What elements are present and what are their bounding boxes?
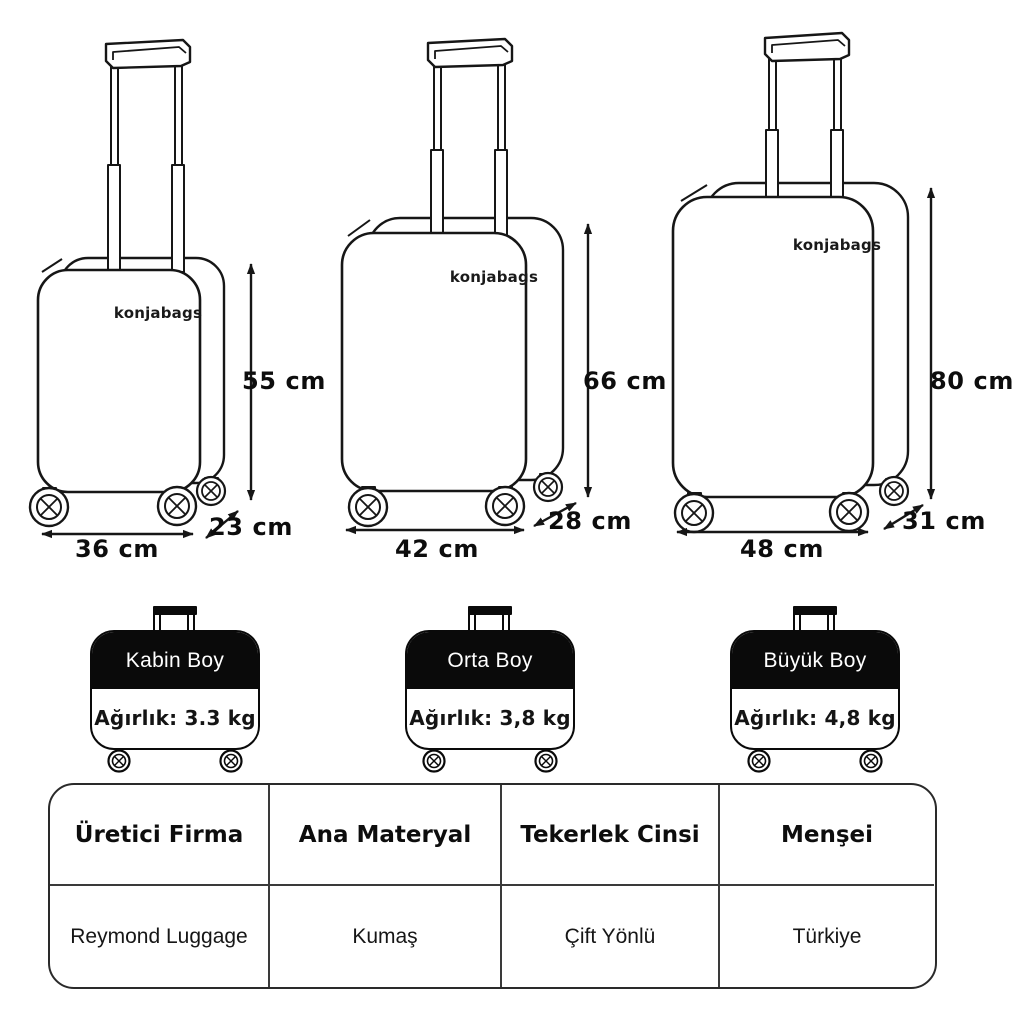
size-card-medium — [405, 604, 575, 784]
card-size-band — [732, 632, 898, 689]
medium-back-wheel-icon — [534, 473, 562, 501]
medium-depth-label: 28 cm — [548, 507, 632, 535]
card-weight-band — [732, 689, 898, 747]
weight-label: Ağırlık: 3.3 kg — [94, 706, 256, 730]
card-body — [730, 630, 900, 750]
large-front-right-wheel-icon — [830, 493, 868, 531]
weight-label: Ağırlık: 4,8 kg — [734, 706, 896, 730]
card-weight-band — [92, 689, 258, 747]
spec-value-origin: Türkiye — [718, 886, 934, 987]
large-back-wheel-icon — [880, 477, 908, 505]
card-body — [405, 630, 575, 750]
spec-value-material: Kumaş — [268, 886, 500, 987]
large-depth-label: 31 cm — [902, 507, 986, 535]
wheel-icon — [106, 748, 132, 774]
spec-value-wheel-type: Çift Yönlü — [500, 886, 718, 987]
cabin-width-label: 36 cm — [75, 535, 159, 563]
brand-logo-large: konjabags — [792, 236, 882, 254]
medium-front-right-wheel-icon — [486, 487, 524, 525]
spec-header-wheel-type: Tekerlek Cinsi — [500, 785, 718, 886]
medium-width-label: 42 cm — [395, 535, 479, 563]
cabin-depth-label: 23 cm — [209, 513, 293, 541]
large-handle-grip — [765, 33, 849, 61]
spec-table — [48, 783, 937, 989]
medium-height-label: 66 cm — [583, 367, 667, 395]
cabin-height-label: 55 cm — [242, 367, 326, 395]
large-width-label: 48 cm — [740, 535, 824, 563]
weight-label: Ağırlık: 3,8 kg — [409, 706, 571, 730]
card-body — [90, 630, 260, 750]
size-card-cabin — [90, 604, 260, 784]
medium-handle-grip — [428, 39, 512, 67]
large-suitcase-drawing — [673, 33, 908, 532]
spec-header-manufacturer: Üretici Firma — [50, 785, 268, 886]
cabin-back-wheel-icon — [197, 477, 225, 505]
cabin-front-right-wheel-icon — [158, 487, 196, 525]
card-size-band — [92, 632, 258, 689]
large-height-label: 80 cm — [930, 367, 1014, 395]
card-weight-band — [407, 689, 573, 747]
cabin-handle-grip — [106, 40, 190, 68]
spec-value-manufacturer: Reymond Luggage — [70, 924, 248, 948]
size-name-label: Büyük Boy — [763, 648, 867, 672]
brand-logo-medium: konjabags — [449, 268, 539, 286]
wheel-icon — [218, 748, 244, 774]
wheel-icon — [421, 748, 447, 774]
size-name-label: Orta Boy — [447, 648, 533, 672]
cabin-suitcase-drawing — [30, 40, 225, 526]
wheel-icon — [746, 748, 772, 774]
brand-logo-cabin: konjabags — [113, 304, 203, 322]
spec-header-material: Ana Materyal — [268, 785, 500, 886]
wheel-icon — [533, 748, 559, 774]
wheel-icon — [858, 748, 884, 774]
card-size-band — [407, 632, 573, 689]
spec-header-origin: Menşei — [718, 785, 934, 886]
size-name-label: Kabin Boy — [125, 648, 225, 672]
cabin-front-left-wheel-icon — [30, 488, 68, 526]
medium-front-left-wheel-icon — [349, 488, 387, 526]
large-front-left-wheel-icon — [675, 494, 713, 532]
size-card-large — [730, 604, 900, 784]
